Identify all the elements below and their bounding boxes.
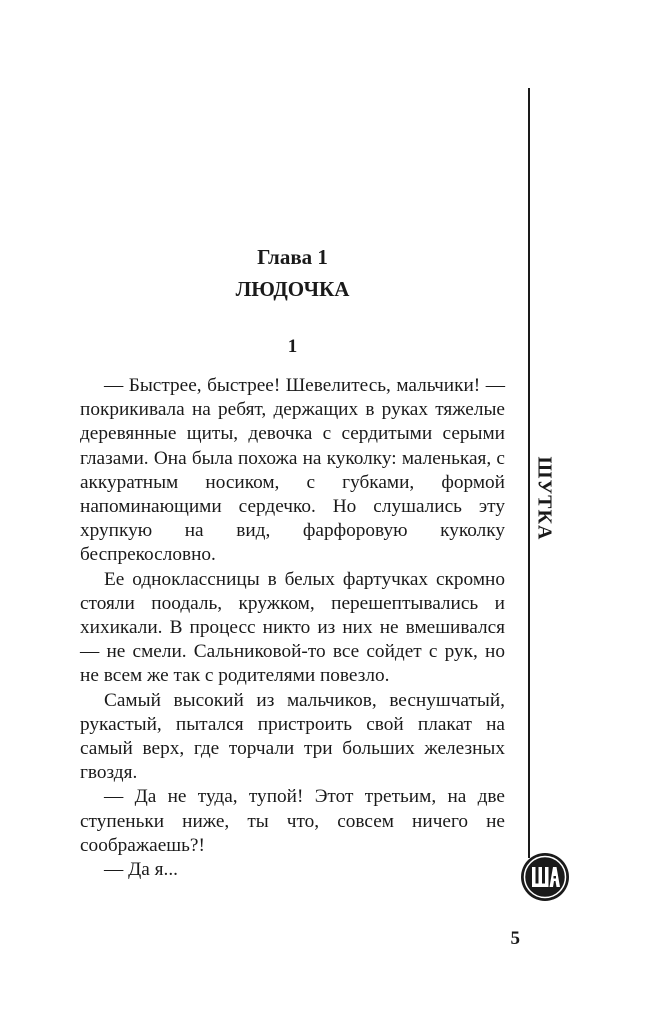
running-title (524, 458, 564, 538)
paragraph: Ее одноклассницы в белых фартучках скромно стояли поодаль, кружком, перешептывались и хихикали. В процесс никто из них не вмешивался — не смели. Сальниковой-то все сойдет с рук, но не всем же так с родителями повезло. (80, 568, 505, 687)
running-title-text: ШУТКА (533, 456, 556, 540)
paragraph: — Да я... (104, 859, 178, 881)
chapter-heading (80, 243, 505, 303)
paragraph: — Быстрее, быстрее! Шевелитесь, мальчики! — покрикивала на ребят, держащих в руках тяжелые деревянные щиты, девочка с сердитыми серыми глазами. Она была похожа на куколку: маленькая, с аккуратным носиком, с губками, формой напоминающими сердечко. Но слушались эту хрупкую на вид, фарфоровую куколку беспрекословно. (80, 375, 505, 566)
publisher-logo-icon (520, 852, 570, 902)
chapter-title: ЛЮДОЧКА (235, 277, 350, 301)
chapter-label: Глава 1 (257, 245, 328, 269)
body-text (80, 374, 505, 882)
paragraph: — Да не туда, тупой! Этот третьим, на две ступеньки ниже, ты что, совсем ничего не соображаешь?! (80, 786, 505, 856)
paragraph: Самый высокий из мальчиков, веснушчатый, рукастый, пытался пристроить свой плакат на самый верх, где торчали три больших железных гвоздя. (80, 689, 505, 784)
section-number: 1 (287, 336, 298, 357)
page-number: 5 (510, 928, 520, 949)
